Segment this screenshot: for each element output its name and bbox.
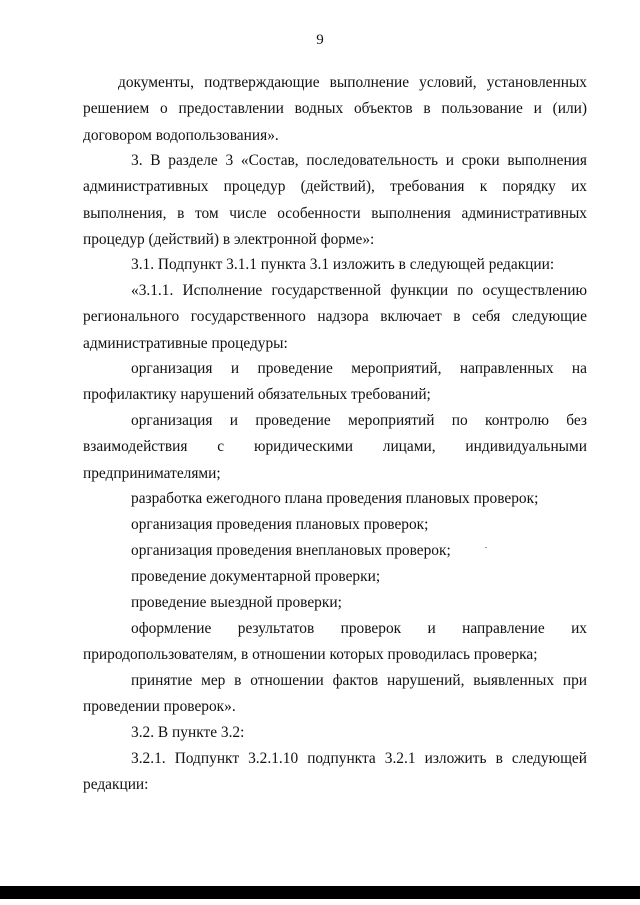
text-line: редакции:: [83, 776, 149, 794]
scan-edge-bar: [0, 886, 640, 899]
text-line: организация и проведение мероприятий, направленных на: [131, 360, 587, 377]
text-line: оформление результатов проверок и направление их: [131, 620, 587, 637]
paragraph: [0, 252, 640, 278]
text-line: административные процедуры:: [83, 334, 288, 352]
text-line: организация проведения плановых проверок;: [131, 516, 429, 533]
text-line: 3.2. В пункте 3.2:: [131, 724, 245, 741]
text-line: административных процедур (действий), требования к порядку их: [83, 178, 587, 196]
text-line: документы, подтверждающие выполнение условий, установленных: [118, 74, 587, 91]
paragraph: [0, 148, 640, 254]
paragraph: [0, 538, 640, 564]
paragraph: [0, 356, 640, 409]
text-line: проведение выездной проверки;: [131, 594, 342, 611]
text-line: взаимодействия с юридическими лицами, индивидуальными: [83, 438, 587, 456]
text-line: «3.1.1. Исполнение государственной функции по осуществлению: [131, 282, 587, 299]
paragraph: [0, 278, 640, 357]
text-line: 3.1. Подпункт 3.1.1 пункта 3.1 изложить в следующей редакции:: [131, 256, 555, 273]
page-number: 9: [316, 32, 324, 48]
text-line: разработка ежегодного плана проведения плановых проверок;: [131, 490, 539, 507]
paragraph: [0, 720, 640, 746]
paragraph: [0, 486, 640, 512]
text-line: природопользователям, в отношении которых проводилась проверка;: [83, 646, 538, 664]
text-line: 3. В разделе 3 «Состав, последовательность и сроки выполнения: [131, 152, 587, 169]
text-line: предпринимателями;: [83, 464, 221, 482]
paragraph: [0, 590, 640, 616]
text-line: регионального государственного надзора включает в себя следующие: [83, 308, 587, 326]
paragraph: [0, 564, 640, 590]
text-line: решением о предоставлении водных объектов в пользование и (или): [83, 100, 587, 118]
text-line: профилактику нарушений обязательных требований;: [83, 386, 431, 404]
paragraph: [0, 408, 640, 487]
paragraph: [0, 746, 640, 799]
text-line: проведении проверок».: [83, 698, 236, 716]
paragraph: [0, 512, 640, 538]
text-line: процедур (действий) в электронной форме»:: [83, 231, 375, 249]
text-line: выполнения, в том числе особенности выполнения административных: [83, 204, 587, 222]
text-line: проведение документарной проверки;: [131, 568, 381, 585]
text-line: принятие мер в отношении фактов нарушений, выявленных при: [131, 672, 587, 689]
paragraph: [0, 616, 640, 669]
paragraph: [0, 70, 640, 149]
scan-speck: [485, 547, 487, 548]
text-line: договором водопользования».: [83, 126, 279, 144]
text-line: организация проведения внеплановых проверок;: [131, 542, 451, 559]
paragraph: [0, 668, 640, 721]
text-line: организация и проведение мероприятий по контролю без: [131, 412, 587, 429]
text-line: 3.2.1. Подпункт 3.2.1.10 подпункта 3.2.1 изложить в следующей: [131, 750, 587, 767]
